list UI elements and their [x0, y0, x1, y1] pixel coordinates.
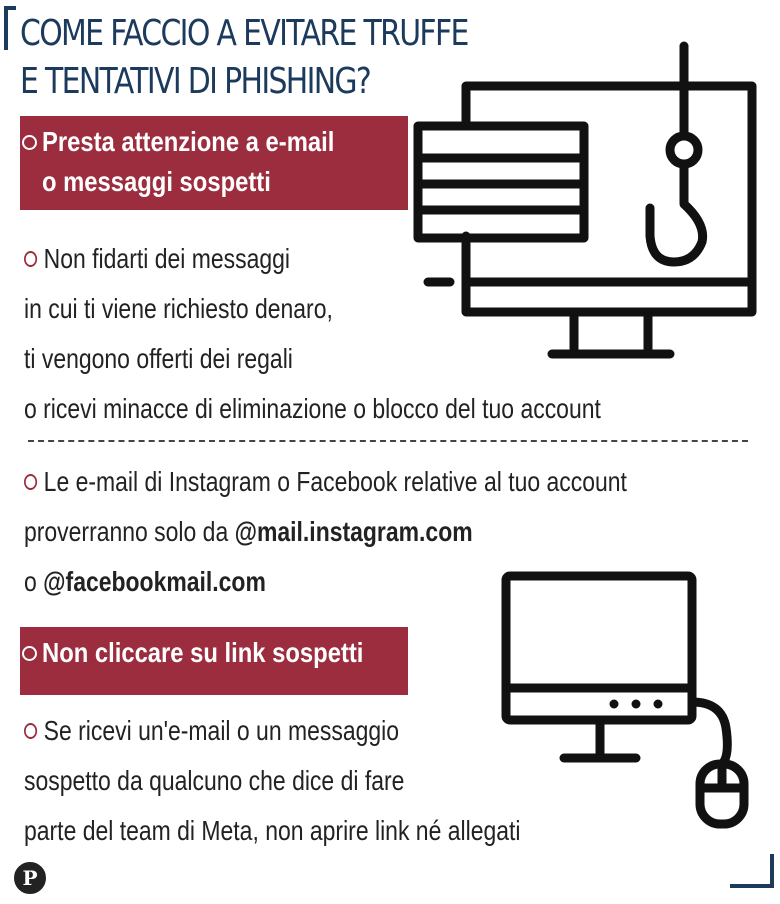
section-heading-suspicious-messages — [20, 116, 408, 210]
ring-bullet-icon — [24, 251, 37, 267]
corner-frame-bottom-right — [730, 854, 774, 888]
tip-line: Non fidarti dei messaggi — [43, 243, 290, 274]
heading-line-1: Non cliccare su link sospetti — [42, 637, 364, 668]
email-facebook: @facebookmail.com — [43, 566, 266, 597]
tip-line: sospetto da qualcuno che dice di fare — [24, 765, 405, 796]
email-instagram: @mail.instagram.com — [234, 516, 473, 547]
heading-line-2: o messaggi sospetti — [42, 166, 271, 197]
tip-line: Le e-mail di Instagram o Facebook relative al tuo account — [43, 466, 627, 497]
corner-frame-top-left — [4, 6, 16, 50]
ring-bullet-icon — [22, 135, 37, 150]
publisher-logo-icon: P — [14, 862, 46, 894]
tip-official-email-addresses — [24, 457, 759, 607]
tip-line-prefix: proverranno solo da — [24, 516, 235, 547]
ring-bullet-icon — [22, 646, 37, 661]
tip-line: Se ricevi un'e-mail o un messaggio — [43, 715, 400, 746]
ring-bullet-icon — [24, 474, 37, 490]
tip-do-not-trust-messages — [24, 234, 728, 434]
section-heading-suspicious-links — [20, 627, 408, 695]
ring-bullet-icon — [24, 723, 37, 739]
dashed-divider — [28, 440, 748, 442]
tip-do-not-open-links — [24, 706, 629, 856]
tip-line-prefix: o — [24, 566, 44, 597]
page-title — [20, 10, 468, 106]
title-line-1: COME FACCIO A EVITARE TRUFFE — [20, 13, 468, 54]
title-line-2: E TENTATIVI DI PHISHING? — [20, 61, 371, 102]
heading-line-1: Presta attenzione a e-mail — [42, 126, 335, 157]
tip-line: o ricevi minacce di eliminazione o blocco del tuo account — [24, 393, 601, 424]
tip-line: parte del team di Meta, non aprire link né allegati — [24, 815, 521, 846]
tip-line: in cui ti viene richiesto denaro, — [24, 293, 333, 324]
tip-line: ti vengono offerti dei regali — [24, 343, 293, 374]
